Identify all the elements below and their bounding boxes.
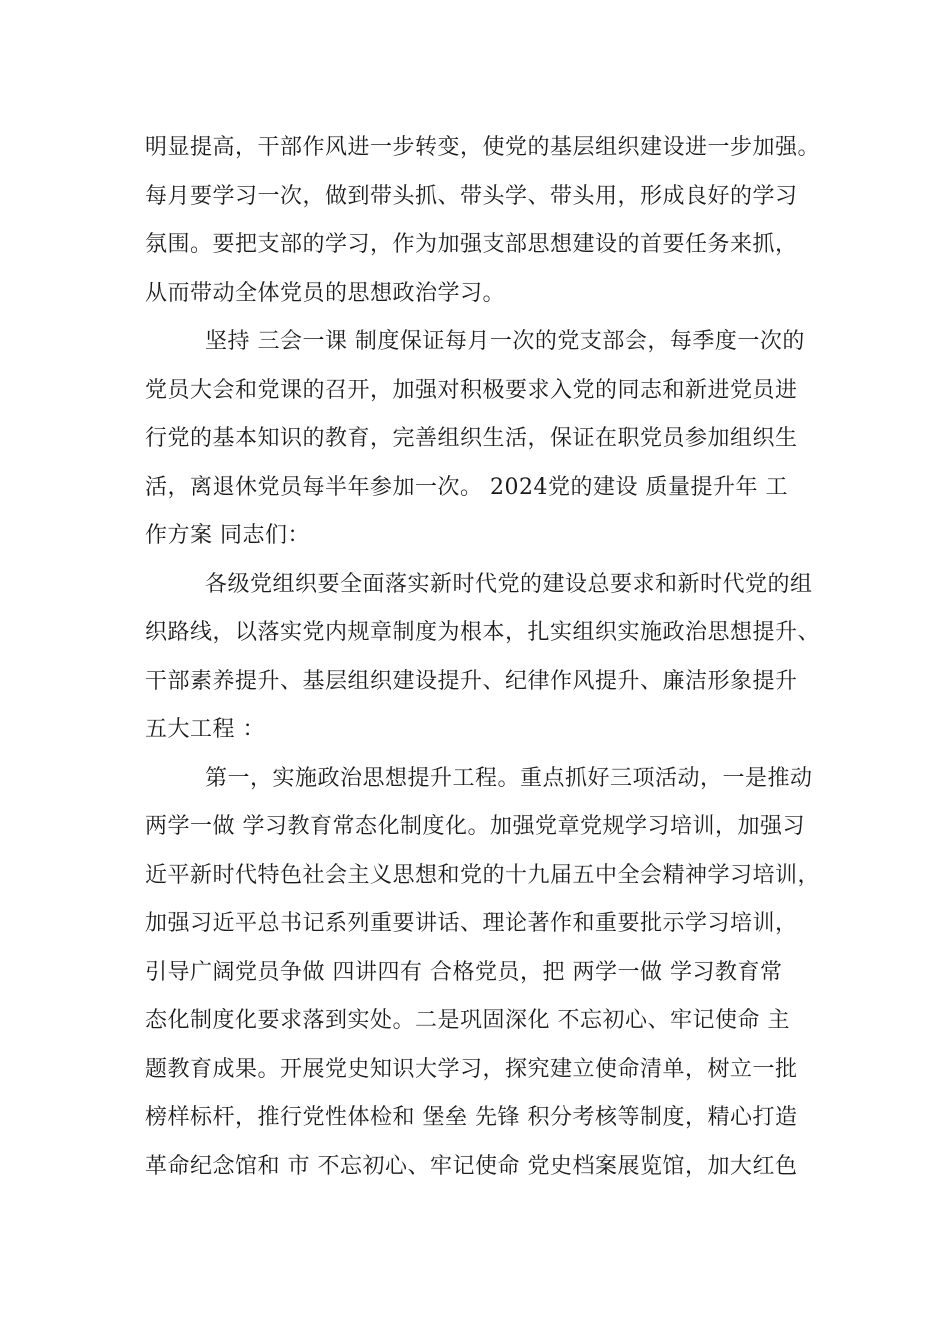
text-line: 党员大会和党课的召开，加强对积极要求入党的同志和新进党员进 xyxy=(145,377,798,403)
text-line: 加强习近平总书记系列重要讲话、理论著作和重要批示学习培训， xyxy=(145,911,798,936)
text-line: 从而带动全体党员的思想政治学习。 xyxy=(145,280,506,306)
text-line: 革命纪念馆和 市 不忘初心、牢记使命 党史档案展览馆，加大红色 xyxy=(145,1153,798,1179)
body-text xyxy=(145,130,825,1197)
text-line: 坚持 三会一课 制度保证每月一次的党支部会，每季度一次的 xyxy=(145,329,805,354)
text-line: 每月要学习一次，做到带头抓、带头学、带头用，形成良好的学习 xyxy=(145,183,798,209)
text-line: 干部素养提升、基层组织建设提升、纪律作风提升、廉洁形象提升 xyxy=(145,668,798,694)
text-line: 态化制度化要求落到实处。二是巩固深化 不忘初心、牢记使命 主 xyxy=(145,1008,790,1033)
text-line: 活，离退休党员每半年参加一次。 2024党的建设 质量提升年 工 xyxy=(145,474,788,500)
text-line: 榜样标杆，推行党性体检和 堡垒 先锋 积分考核等制度，精心打造 xyxy=(145,1105,798,1130)
text-line: 氛围。要把支部的学习，作为加强支部思想建设的首要任务来抓， xyxy=(145,232,798,257)
text-line: 各级党组织要全面落实新时代党的建设总要求和新时代党的组 xyxy=(145,571,813,597)
text-line: 五大工程 ： xyxy=(145,717,265,742)
text-line: 近平新时代特色社会主义思想和党的十九届五中全会精神学习培训， xyxy=(145,862,821,888)
text-line: 两学一做 学习教育常态化制度化。加强党章党规学习培训，加强习 xyxy=(145,814,805,839)
text-line: 第一，实施政治思想提升工程。重点抓好三项活动，一是推动 xyxy=(145,765,813,791)
text-line: 明显提高，干部作风进一步转变，使党的基层组织建设进一步加强。 xyxy=(145,135,821,160)
text-line: 作方案 同志们： xyxy=(145,523,310,548)
text-line: 行党的基本知识的教育，完善组织生活，保证在职党员参加组织生 xyxy=(145,426,798,451)
text-line: 织路线，以落实党内规章制度为根本，扎实组织实施政治思想提升、 xyxy=(145,620,821,645)
text-line: 题教育成果。开展党史知识大学习，探究建立使命清单，树立一批 xyxy=(145,1056,798,1082)
text-line: 引导广阔党员争做 四讲四有 合格党员，把 两学一做 学习教育常 xyxy=(145,959,783,985)
